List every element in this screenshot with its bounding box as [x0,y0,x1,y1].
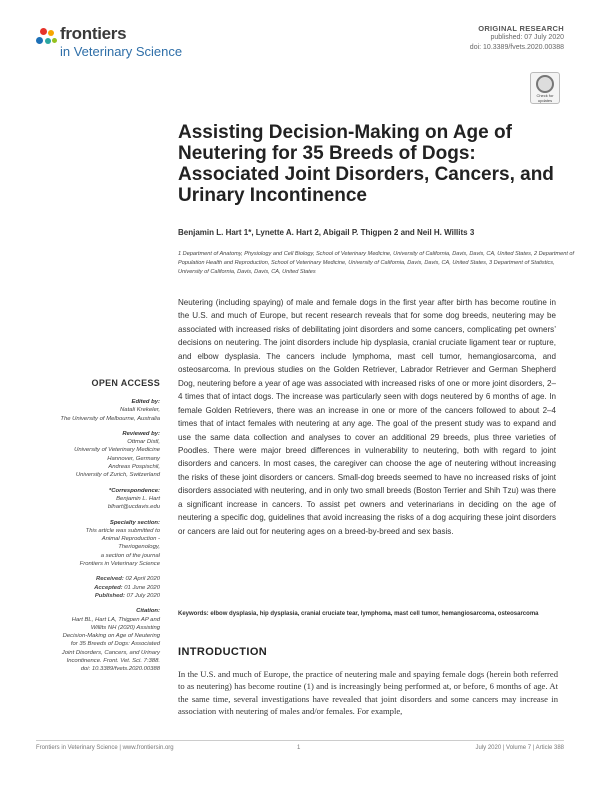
specialty-line: Frontiers in Veterinary Science [79,561,160,568]
reviewed-by-block [40,430,160,480]
abstract-text: Neutering (including spaying) of male and female dogs in the first year after birth has become routine in the U.S. and much of Europe, but recent research reveals that for some dog breeds, neutering may be associated with increased risks of debilitating joint disorders and some cancers, complicating pet owners’ decisions on neutering. The joint disorders include hip dysplasia, cranial cruciate ligament tear or rupture, and elbow dysplasia. The cancers include lymphoma, mast cell tumor, hemangiosarcoma, and osteosarcoma. In previous studies on the Golden Retriever, Labrador Retriever and German Shepherd Dog, neutering before a year of age was associated with increased risks of one or more joint disorders, 2–4 times that of intact dogs. The increase was particularly seen with dogs neutered by 6 months of age. In female Golden Retrievers, there was an increase in one or more of the cancers followed to about 2–4 times that of intact females with neutering at any age. The goal of the present study was to expand and use the same data collection and analyses to cover an additional 29 breeds, plus three varieties of Poodles. There were major breed differences in vulnerability to neutering, both with regard to joint disorders and cancers. In most cases, the caregiver can choose the age of neutering without increasing the risks of these joint disorders or cancers. Small-dog breeds seemed to have no increased risks of joint disorders associated with neutering, and in only two small breeds (Boston Terrier and Shih Tzu) was there a significant increase in cancers. To assist pet owners and veterinarians in deciding on the age of neutering a specific dog, guidelines that avoid increasing the risks of a dog acquiring these joint disorders or cancers are laid out for neutering ages on a breed-by-breed and sex basis. [178,298,556,536]
reviewer-line: University of Zurich, Switzerland [75,472,160,479]
correspondence-email[interactable]: blhart@ucdavis.edu [107,504,160,511]
specialty-label: Specialty section: [109,519,160,526]
reviewer-line: Ottmar Distl, [127,439,160,446]
open-access-label: OPEN ACCESS [91,378,160,388]
article-type: ORIGINAL RESEARCH [478,24,564,33]
brand-name: frontiers [60,24,127,43]
specialty-line: Animal Reproduction - [101,536,160,543]
affiliations: 1 Department of Anatomy, Physiology and Cell Biology, School of Veterinary Medicine, University of California, Davis, Davis, CA, United States, 2 Department of Population Health and Reproduction, School of Veterinary Medicine, University of California, Davis, Davis, CA, United States, 3 Department of Statistics, University of California, Davis, Davis, CA, United States [178,251,575,275]
article-title: Assisting Decision-Making on Age of Neutering for 35 Breeds of Dogs: Associated Joint Disorders, Cancers, and Urinary Incontinence [178,122,554,206]
reviewer-line: Andreas Pospischil, [108,464,160,471]
footer-journal[interactable]: Frontiers in Veterinary Science | www.frontiersin.org [36,745,174,751]
citation-label: Citation: [136,608,160,615]
specialty-line: Theriogenology, [118,544,160,551]
citation-line: Joint Disorders, Cancers, and Urinary [61,649,160,656]
check-updates-icon [536,75,554,93]
reviewer-line: Hannover, Germany [107,455,160,462]
keywords-label: Keywords: [178,611,209,617]
check-for-updates-badge[interactable] [530,72,560,104]
citation-line: Hart BL, Hart LA, Thigpen AP and [71,616,160,623]
citation-line: Willits NH (2020) Assisting [90,624,160,631]
edited-by-block [40,398,160,423]
specialty-line: a section of the journal [100,552,160,559]
received-value: 02 April 2020 [125,576,160,583]
introduction-heading: INTRODUCTION [178,646,268,658]
footer-volume: July 2020 | Volume 7 | Article 388 [475,745,564,751]
keywords-list: elbow dysplasia, hip dysplasia, cranial cruciate tear, lymphoma, mast cell tumor, hemangiosarcoma, osteosarcoma [210,611,539,617]
footer-divider [36,740,564,741]
journal-name: in Veterinary Science [60,44,183,59]
editor-line: The University of Melbourne, Australia [60,415,160,422]
correspondence-label: *Correspondence: [108,487,160,494]
article-sidebar [40,398,160,681]
reviewer-line: University of Veterinary Medicine [74,447,160,454]
published-date: published: 07 July 2020 [490,34,564,41]
article-info [364,24,564,53]
reviewed-by-label: Reviewed by: [122,430,160,437]
accepted-label: Accepted: [94,584,123,591]
citation-line: Decision-Making on Age of Neutering [62,633,160,640]
introduction-text: In the U.S. and much of Europe, the practice of neutering male and spaying female dogs (herein both referred to as neutering) has become routine (1) and is increasingly being performed at, or before, 6 months of age. At the same time, several investigations have revealed that joint disorders and some cancers may increase in association with neutering of males and/or females. For example, [178,669,558,716]
accepted-date [40,584,160,592]
frontiers-logo-icon [36,28,60,52]
journal-logo [36,24,206,74]
received-label: Received: [96,576,124,583]
page-number: 1 [297,745,301,751]
published-label: Published: [94,592,125,599]
published-date-sidebar [40,592,160,600]
dates-block [40,575,160,600]
correspondence-name: Benjamin L. Hart [116,495,160,502]
author-list: Benjamin L. Hart 1*, Lynette A. Hart 2, Abigail P. Thigpen 2 and Neil H. Willits 3 [178,228,475,237]
citation-doi[interactable]: doi: 10.3389/fvets.2020.00388 [80,666,160,673]
editor-line: Natali Krekeler, [120,407,160,414]
citation-line: Incontinence. Front. Vet. Sci. 7:388. [66,658,160,665]
keywords [178,610,578,619]
specialty-block [40,519,160,569]
specialty-line: This article was submitted to [85,527,160,534]
article-doi[interactable]: doi: 10.3389/fvets.2020.00388 [469,44,564,51]
accepted-value: 01 June 2020 [124,584,160,591]
correspondence-block [40,487,160,512]
citation-line: for 35 Breeds of Dogs: Associated [70,641,160,648]
check-updates-label: Check for updates [536,93,554,103]
received-date [40,575,160,583]
published-value: 07 July 2020 [126,592,160,599]
edited-by-label: Edited by: [131,399,160,405]
citation-block [40,607,160,673]
